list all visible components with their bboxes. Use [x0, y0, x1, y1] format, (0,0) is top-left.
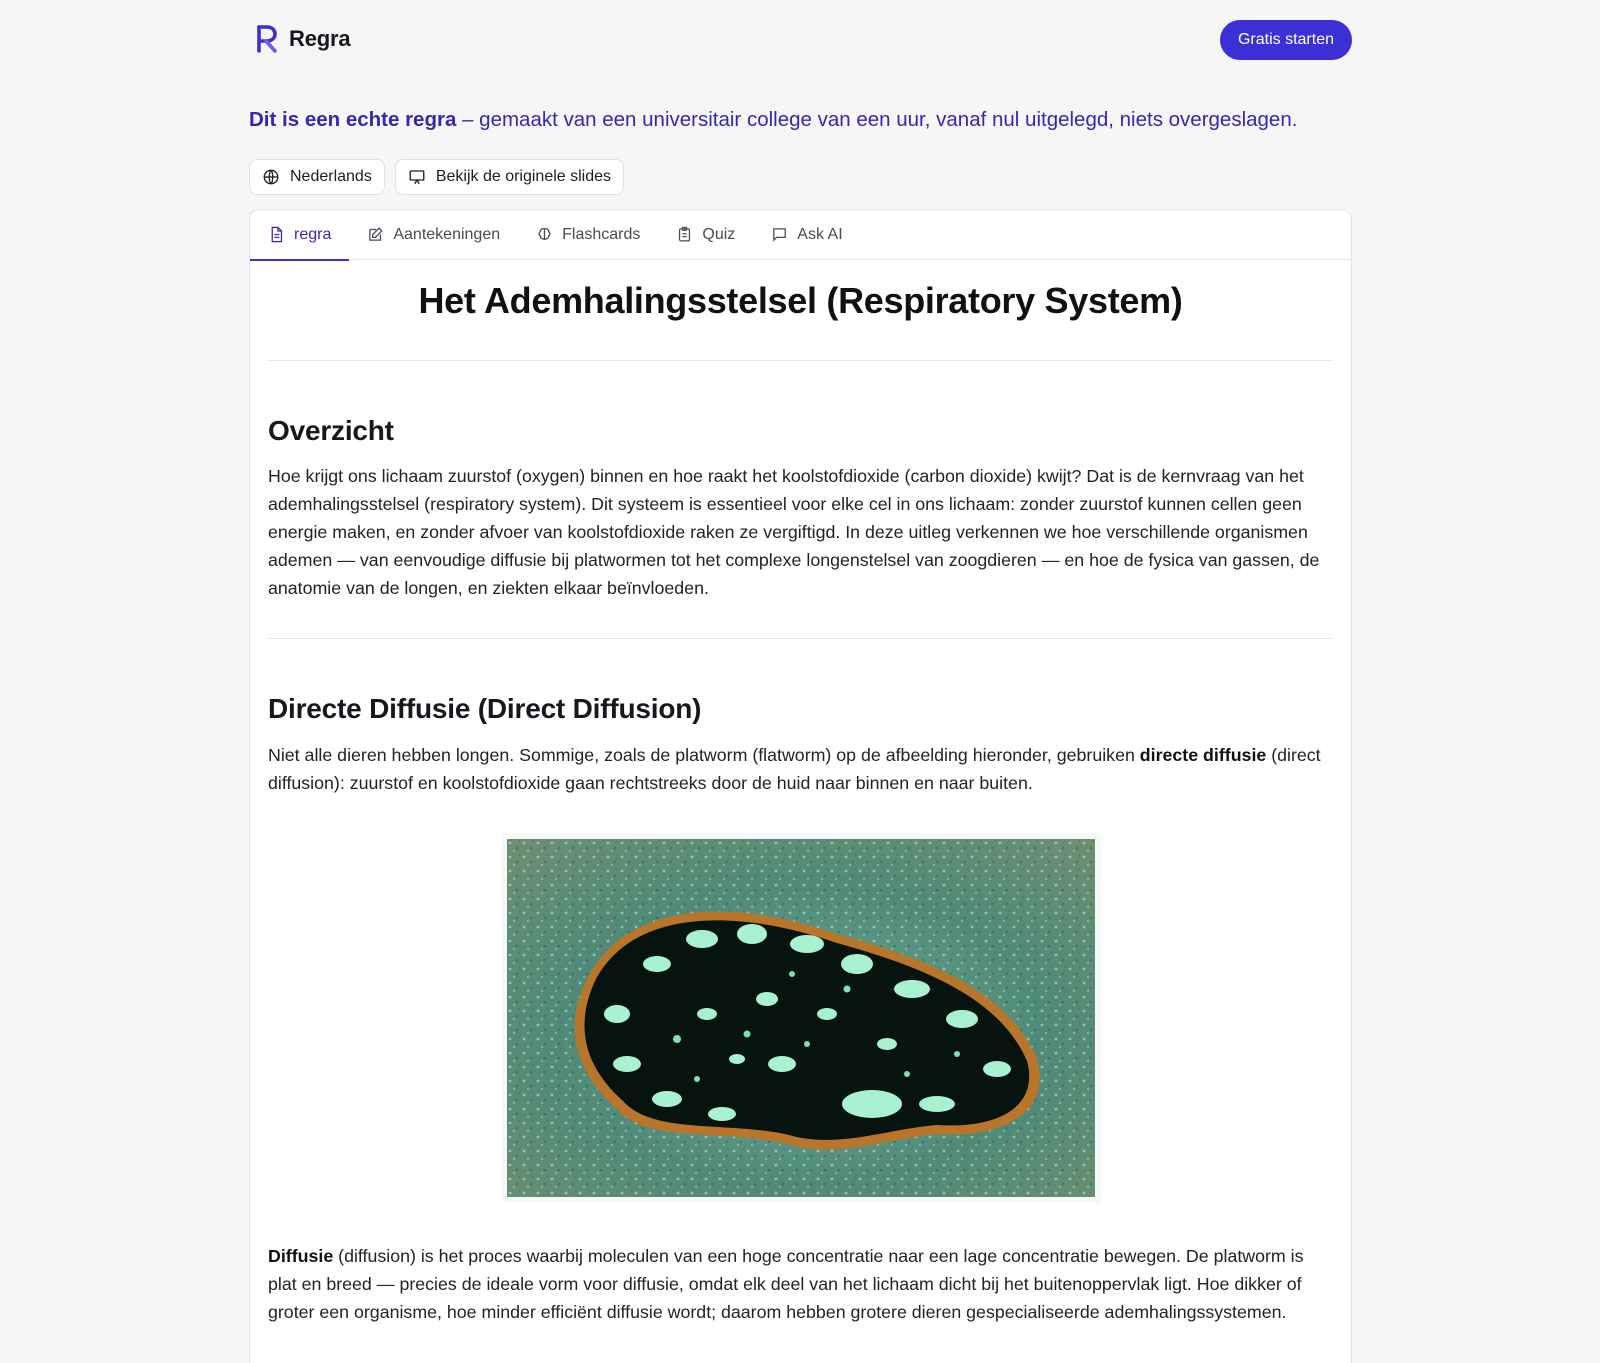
tab-label: Flashcards: [562, 225, 641, 243]
tab-quiz[interactable]: [658, 210, 753, 260]
flatworm-figure: [501, 833, 1101, 1203]
divider: [268, 638, 1333, 639]
section-heading-directe-diffusie: Directe Diffusie (Direct Diffusion): [268, 692, 702, 724]
tab-label: Ask AI: [797, 225, 843, 243]
start-free-button[interactable]: Gratis starten: [1220, 20, 1352, 60]
tab-label: Aantekeningen: [393, 225, 501, 243]
view-slides-button[interactable]: [395, 159, 624, 195]
document-title: Het Ademhalingsstelsel (Respiratory System): [418, 279, 1183, 321]
divider: [268, 360, 1333, 361]
presentation-icon: [408, 168, 426, 186]
tagline: [249, 108, 1352, 133]
document-icon: [268, 226, 285, 243]
language-button[interactable]: [249, 159, 385, 195]
bold-term: Diffusie: [268, 1246, 334, 1267]
language-label: Nederlands: [290, 167, 372, 185]
section-paragraph: [268, 741, 1333, 797]
brand[interactable]: [255, 24, 350, 54]
tagline-strong: Dit is een echte regra: [249, 108, 457, 131]
clipboard-icon: [676, 226, 693, 243]
edit-icon: [367, 226, 384, 243]
text-run: Niet alle dieren hebben longen. Sommige, zoals de platworm (flatworm) op de afbeelding hieronder, gebruiken: [268, 744, 1140, 765]
text-run: (diffusion) is het proces waarbij moleculen van een hoge concentratie naar een lage concentratie bewegen. De platworm is plat en breed — precies de ideale vorm voor diffusie, omdat elk deel van het lichaam dicht bij het buitenoppervlak ligt. Hoe dikker of groter een organisme, hoe minder efficiënt diffusie wordt; daarom hebben grotere dieren gespecialiseerde ademhalingssystemen.: [268, 1246, 1304, 1323]
tab-aantekeningen[interactable]: [349, 210, 518, 260]
tab-label: Quiz: [702, 225, 736, 243]
section-heading-overzicht: Overzicht: [268, 414, 394, 446]
page: [249, 0, 1352, 1363]
text-run: (direct diffusion): zuurstof en koolstofdioxide gaan rechtstreeks door de huid naar binnen en naar buiten.: [268, 744, 1321, 793]
chat-icon: [771, 226, 788, 243]
toolbar-pills: [249, 159, 1352, 195]
flatworm-photo: [507, 839, 1095, 1197]
brand-name: Regra: [289, 26, 351, 51]
header: [249, 0, 1352, 80]
tagline-rest: – gemaakt van een universitair college van een uur, vanaf nul uitgelegd, niets overgeslagen.: [456, 108, 1298, 131]
tab-label: regra: [294, 225, 332, 243]
tab-regra[interactable]: [250, 210, 349, 260]
tab-flashcards[interactable]: [518, 210, 658, 260]
section-paragraph: [268, 1242, 1333, 1327]
regra-logo-icon: [255, 24, 279, 54]
view-slides-label: Bekijk de originele slides: [435, 167, 612, 185]
globe-icon: [262, 168, 280, 186]
bold-term: directe diffusie: [1139, 744, 1267, 765]
tab-bar: [250, 210, 1351, 260]
document: [250, 280, 1351, 1327]
content-card: [249, 209, 1352, 1363]
section-paragraph: Hoe krijgt ons lichaam zuurstof (oxygen) binnen en hoe raakt het koolstofdioxide (carbon dioxide) kwijt? Dat is de kernvraag van het ademhalingsstelsel (respiratory system). Dit systeem is essentieel voor elke cel in ons lichaam: zonder zuurstof kunnen cellen geen energie maken, en zonder afvoer van koolstofdioxide raken ze vergiftigd. In deze uitleg verkennen we hoe verschillende organismen ademen — van eenvoudige diffusie bij platwormen tot het complexe longenstelsel van zoogdieren — en hoe de fysica van gassen, de anatomie van de longen, en ziekten elkaar beïnvloeden.: [268, 465, 1320, 599]
brain-icon: [536, 226, 553, 243]
tab-ask-ai[interactable]: [753, 210, 860, 260]
